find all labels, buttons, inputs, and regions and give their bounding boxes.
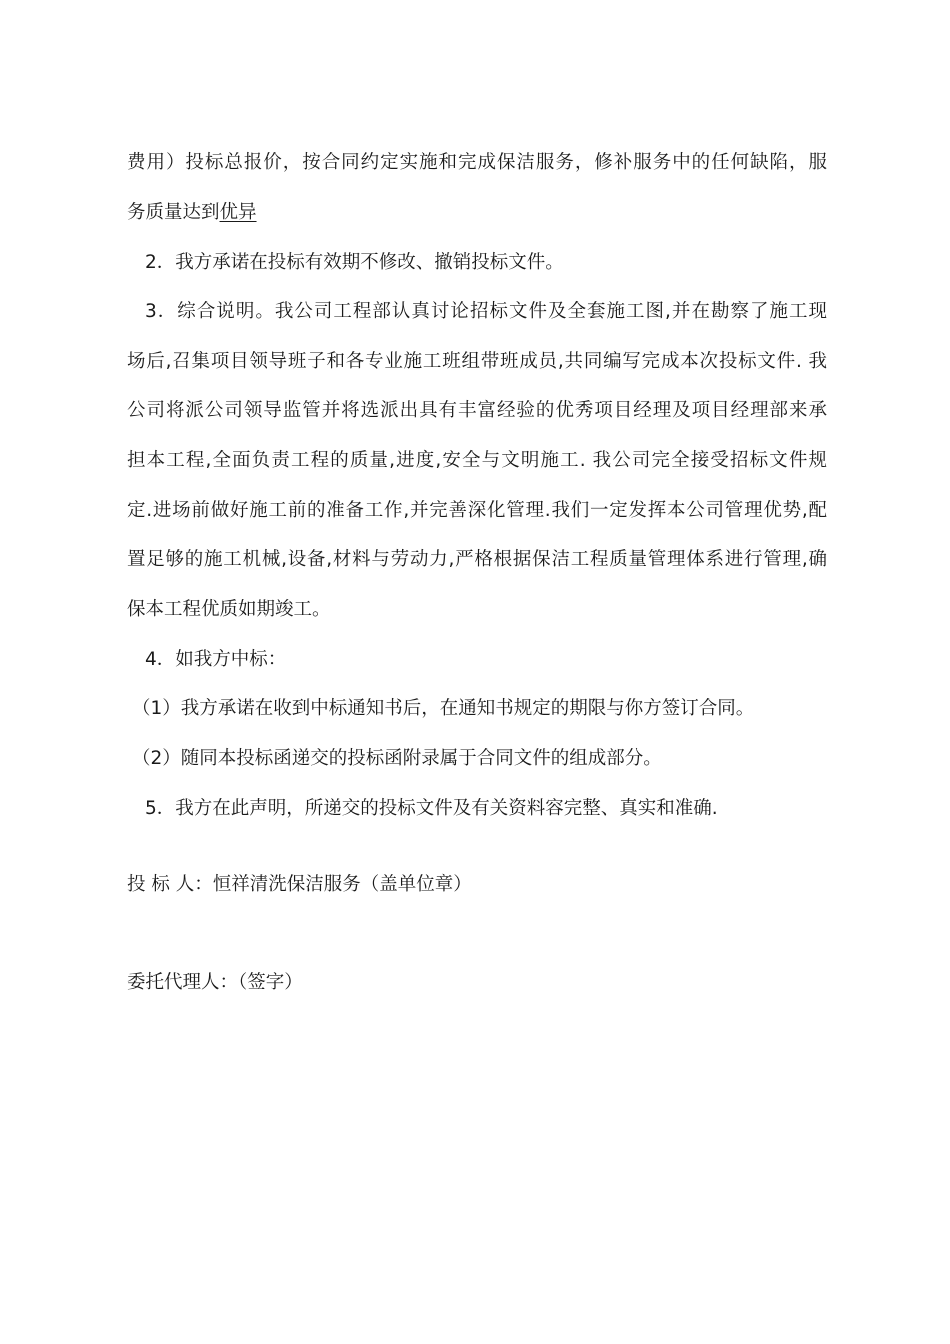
item3-line1: 3．综合说明。我公司工程部认真讨论招标文件及全套施工图,并在勘察了施工现 [145, 301, 827, 322]
item4-sub2: （2）随同本投标函递交的投标函附录属于合同文件的组成部分。 [132, 748, 662, 769]
item3-line7: 保本工程优质如期竣工。 [127, 599, 331, 620]
quality-level-underlined: 优异 [219, 202, 257, 223]
item5-text: 5．我方在此声明，所递交的投标文件及有关资料容完整、真实和准确. [145, 798, 718, 819]
item4-sub1: （1）我方承诺在收到中标通知书后，在通知书规定的期限与你方签订合同。 [132, 698, 755, 719]
item2-text: 2．我方承诺在投标有效期不修改、撤销投标文件。 [145, 252, 564, 273]
item3-line3: 公司将派公司领导监管并将选派出具有丰富经验的优秀项目经理及项目经理部来承 [127, 400, 827, 421]
paragraph1-line1: 费用）投标总报价，按合同约定实施和完成保洁服务，修补服务中的任何缺陷，服 [127, 152, 827, 173]
item3-line4: 担本工程,全面负责工程的质量,进度,安全与文明施工. 我公司完全接受招标文件规 [127, 450, 827, 471]
item3-line6: 置足够的施工机械,设备,材料与劳动力,严格根据保洁工程质量管理体系进行管理,确 [127, 549, 827, 570]
item3-line5: 定.进场前做好施工前的准备工作,并完善深化管理.我们一定发挥本公司管理优势,配 [127, 500, 827, 521]
paragraph1-line2 [127, 201, 827, 225]
item3-line2: 场后,召集项目领导班子和各专业施工班组带班成员,共同编写完成本次投标文件. 我 [127, 351, 827, 372]
bidder-line: 投 标 人：恒祥清洗保洁服务（盖单位章） [127, 874, 472, 895]
agent-line: 委托代理人：（签字） [127, 972, 303, 993]
paragraph1-line2-prefix: 务质量达到 [127, 202, 220, 223]
item4-heading: 4．如我方中标： [145, 649, 287, 670]
